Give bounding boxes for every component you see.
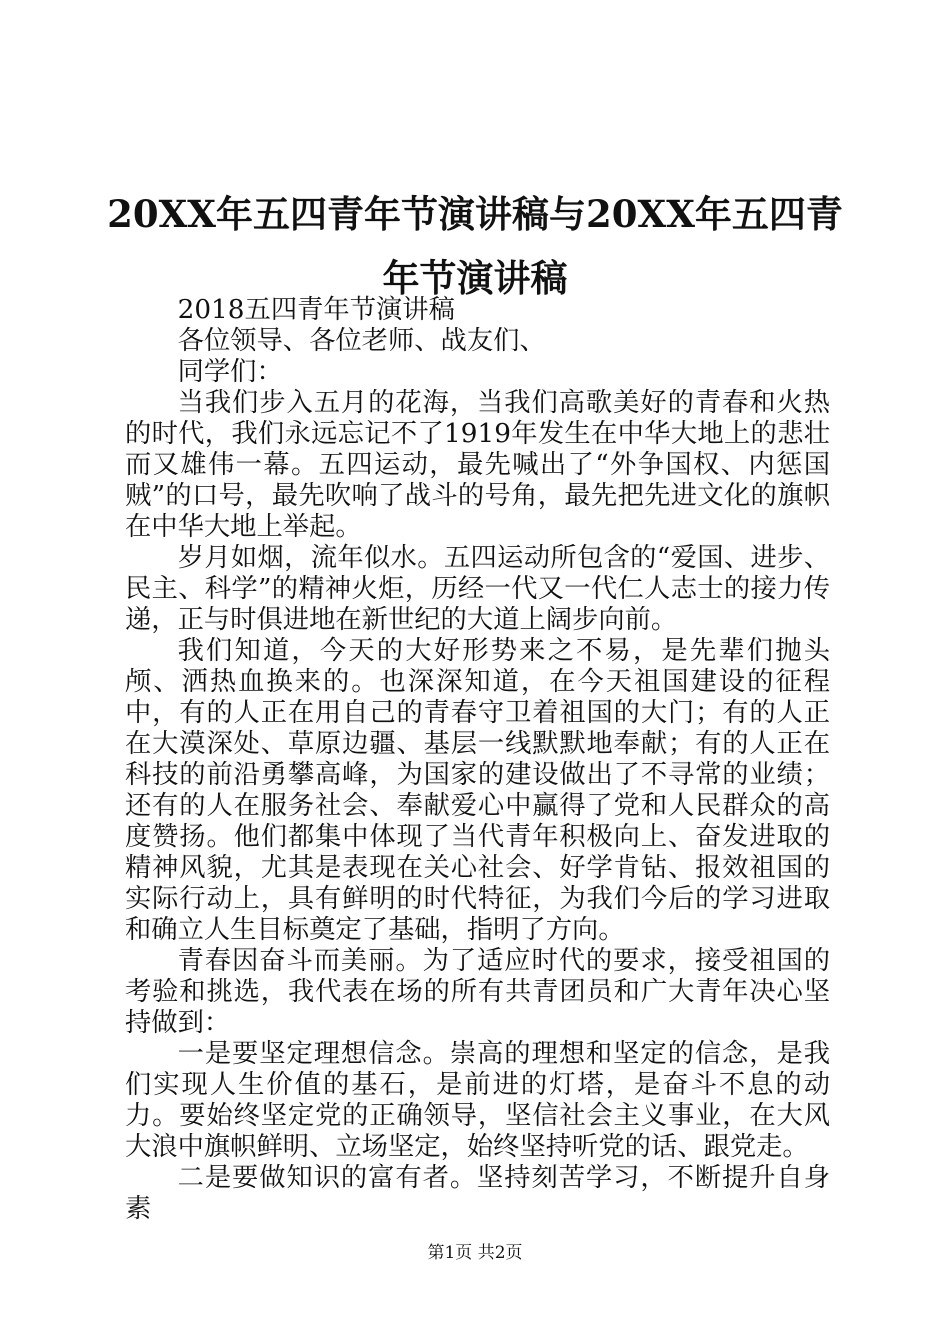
page-number-footer: 第1页 共2页 <box>427 1243 523 1263</box>
paragraph: 一是要坚定理想信念。崇高的理想和坚定的信念，是我们实现人生价值的基石，是前进的灯塔，是奋斗不息的动力。要始终坚定党的正确领导，坚信社会主义事业，在大风大浪中旗帜鲜明、立场坚定，始终坚持听党的话、跟党走。 <box>125 1039 830 1162</box>
paragraph: 我们知道，今天的大好形势来之不易，是先辈们抛头颅、洒热血换来的。也深深知道，在今天祖国建设的征程中，有的人正在用自己的青春守卫着祖国的大门；有的人正在大漠深处、草原边疆、基层一线默默地奉献；有的人正在科技的前沿勇攀高峰，为国家的建设做出了不寻常的业绩；还有的人在服务社会、奉献爱心中赢得了党和人民群众的高度赞扬。他们都集中体现了当代青年积极向上、奋发进取的精神风貌，尤其是表现在关心社会、好学肯钻、报效祖国的实际行动上，具有鲜明的时代特征，为我们今后的学习进取和确立人生目标奠定了基础，指明了方向。 <box>125 636 830 945</box>
paragraph-salutation-cont: 同学们： <box>177 357 283 387</box>
paragraph: 岁月如烟，流年似水。五四运动所包含的“爱国、进步、民主、科学”的精神火炬，历经一代又一代仁人志士的接力传递，正与时俱进地在新世纪的大道上阔步向前。 <box>125 543 830 635</box>
paragraph: 青春因奋斗而美丽。为了适应时代的要求，接受祖国的考验和挑选，我代表在场的所有共青团员和广大青年决心坚持做到： <box>125 946 830 1038</box>
document-title: 20XX年五四青年节演讲稿与20XX年五四青年节演讲稿 <box>107 192 843 300</box>
paragraph-subtitle: 2018五四青年节演讲稿 <box>177 295 455 325</box>
paragraph: 二是要做知识的富有者。坚持刻苦学习，不断提升自身素 <box>125 1163 830 1224</box>
paragraph-salutation: 各位领导、各位老师、战友们、 <box>177 326 546 356</box>
paragraph: 当我们步入五月的花海，当我们高歌美好的青春和火热的时代，我们永远忘记不了1919年发生在中华大地上的悲壮而又雄伟一幕。五四运动，最先喊出了“外争国权、内惩国贼”的口号，最先吹响了战斗的号角，最先把先进文化的旗帜在中华大地上举起。 <box>125 388 830 542</box>
document-body <box>125 295 830 1225</box>
